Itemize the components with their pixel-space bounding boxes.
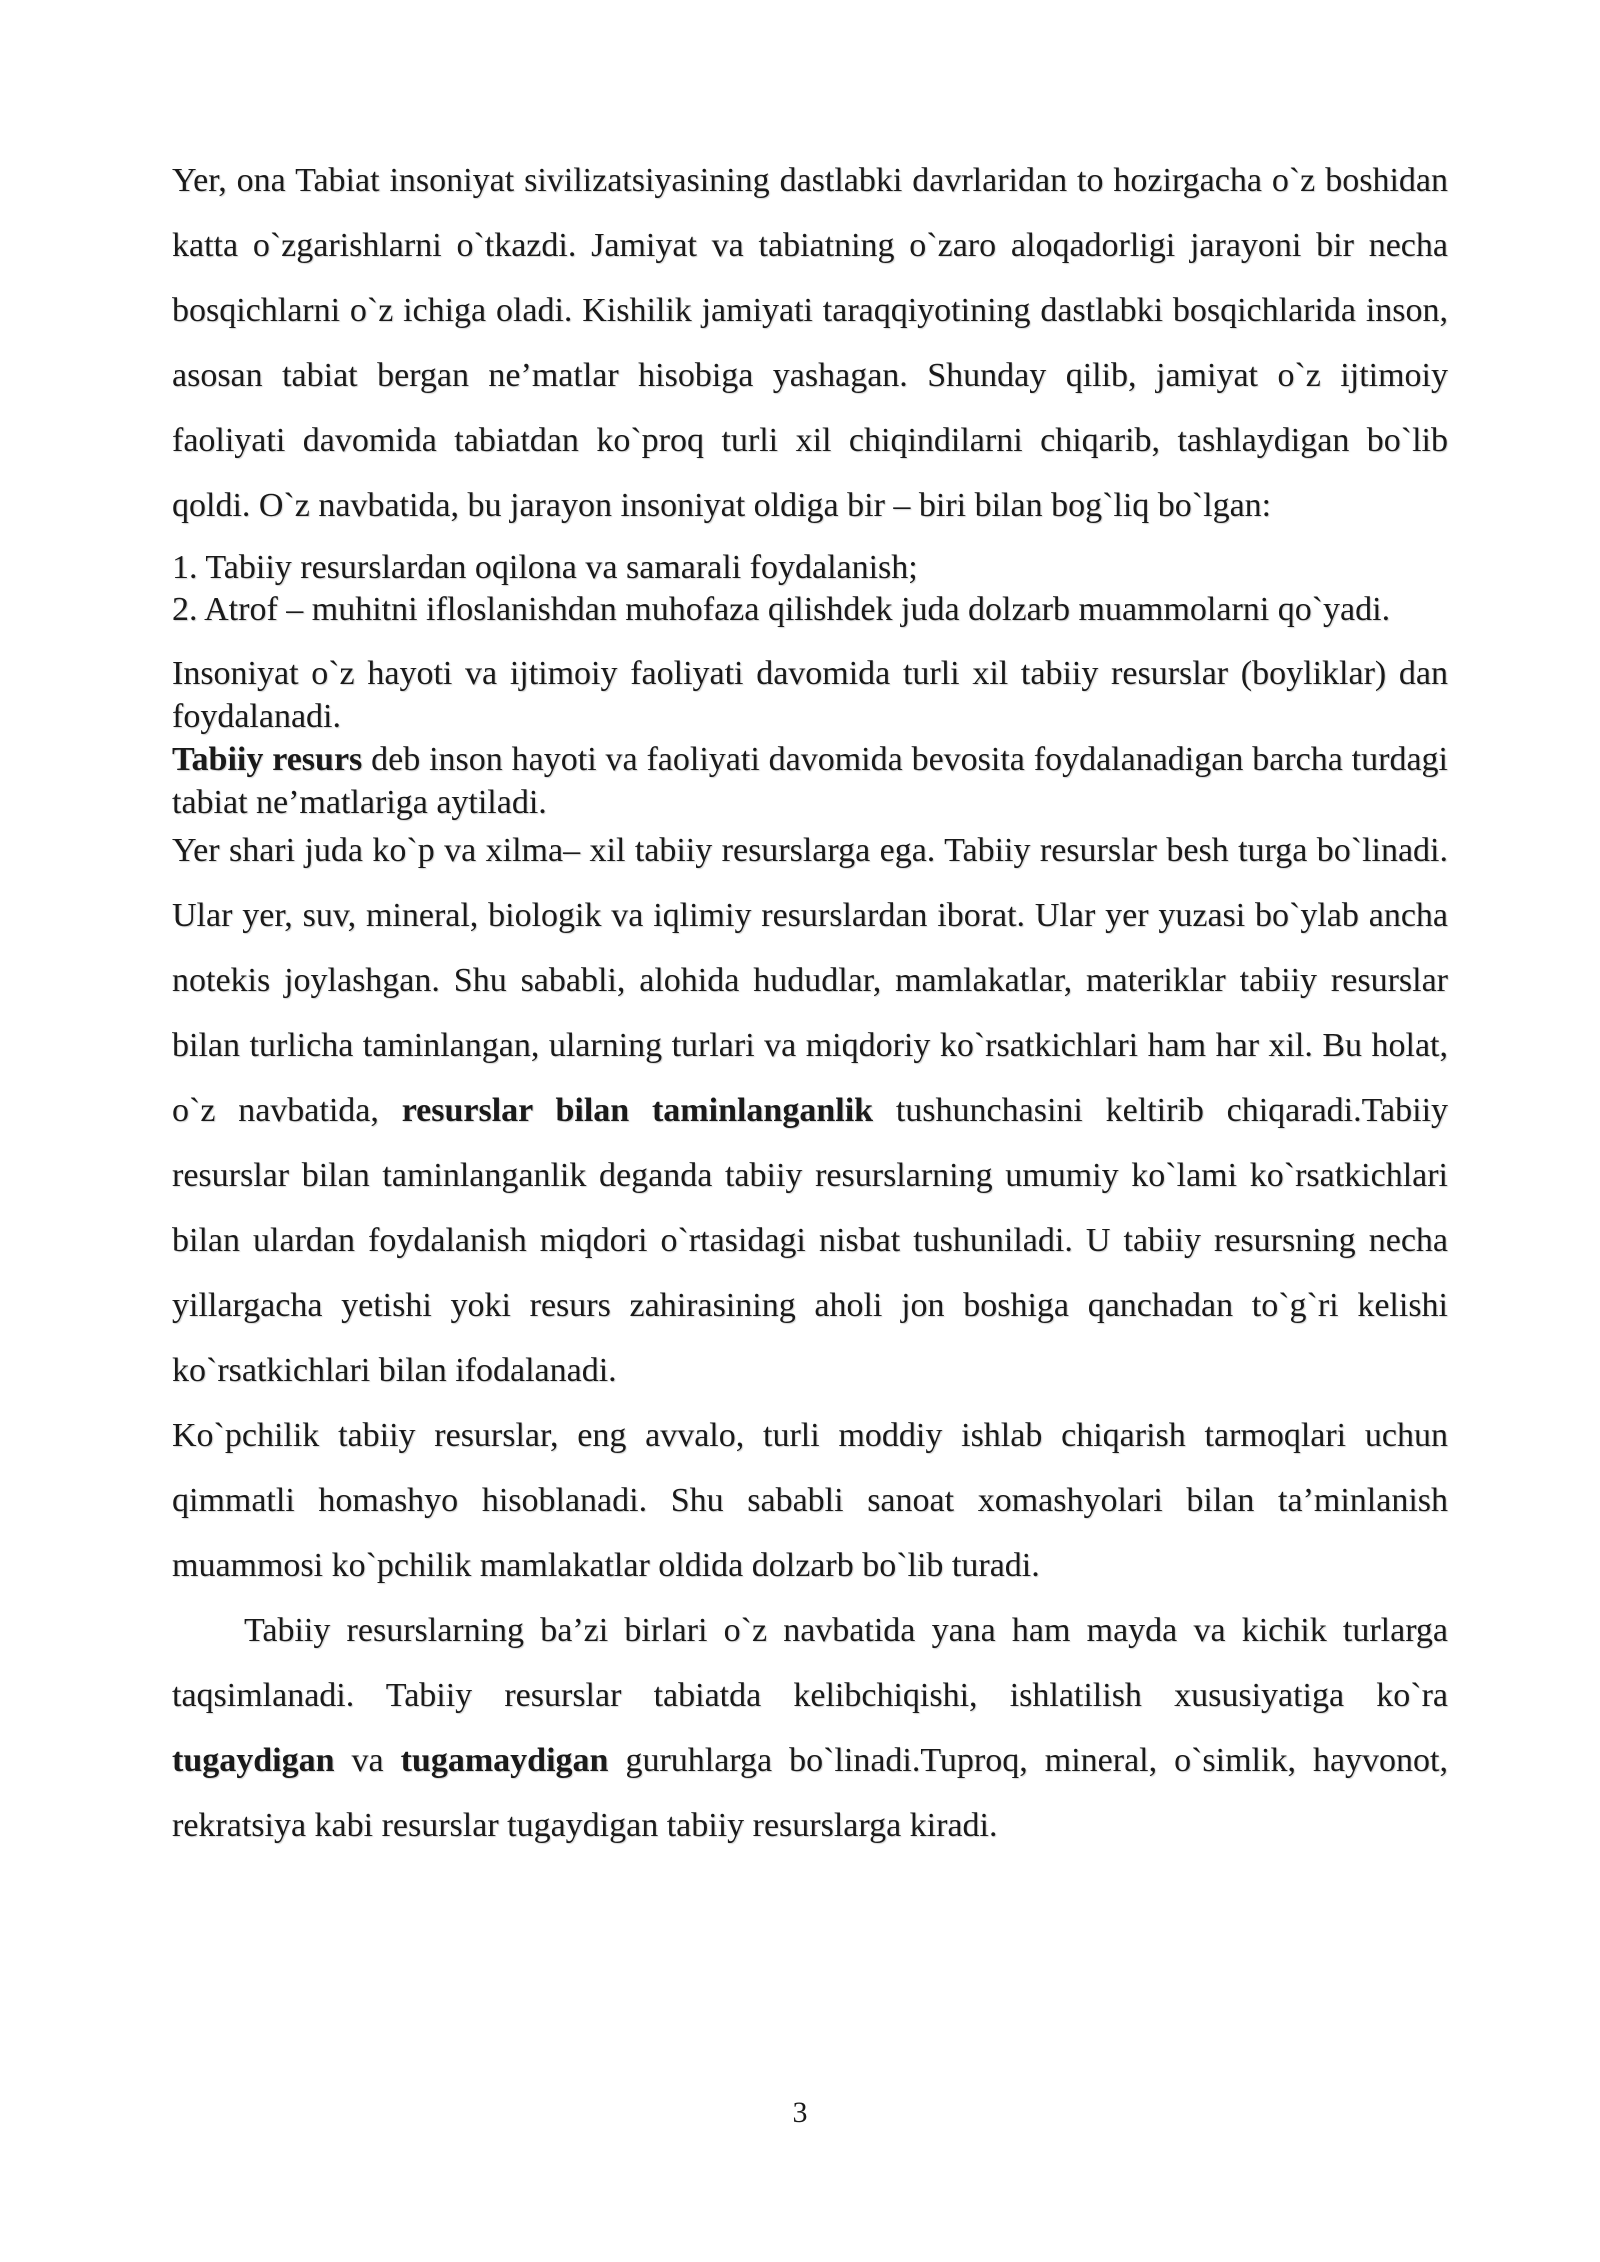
paragraph-resources-usage-text: Insoniyat o`z hayoti va ijtimoiy faoliyati davomida turli xil tabiiy resurslar (boyliklar) dan foydalanadi. — [172, 655, 1448, 735]
term-resource-supply: resurslar bilan taminlanganlik — [401, 1092, 874, 1129]
term-exhaustible: tugaydigan — [172, 1742, 335, 1779]
paragraph-intro-text: Yer, ona Tabiat insoniyat sivilizatsiyasining dastlabki davrlaridan to hozirgacha o`z boshidan katta o`zgarishlarni o`tkazdi. Jamiyat va tabiatning o`zaro aloqadorligi jarayoni bir necha bosqichlarni o`z ichiga oladi. Kishilik jamiyati taraqqiyotining dastlabki bosqichlarida inson, asosan tabiat bergan ne’matlar hisobiga yashagan. Shunday qilib, jamiyat o`z ijtimoiy faoliyati davomida tabiatdan ko`proq turli xil chiqindilarni chiqarib, tashlaydigan bo`lib qoldi. O`z navbatida, bu jarayon insoniyat oldiga bir – biri bilan bog`liq bo`lgan: — [172, 162, 1448, 524]
paragraph-classification — [172, 1598, 1448, 1858]
paragraph-classification-text-2: guruhlarga bo`linadi.Tuproq, mineral, o`simlik, hayvonot, rekratsiya kabi resurslar tugaydigan tabiiy resurslarga kiradi. — [172, 1742, 1448, 1844]
paragraph-classification-text-mid: va — [334, 1742, 401, 1779]
list-item-1-text: 1. Tabiiy resurslardan oqilona va samarali foydalanish; — [172, 549, 918, 586]
paragraph-resources-usage — [172, 652, 1448, 738]
paragraph-resource-types-text-1: Yer shari juda ko`p va xilma– xil tabiiy resurslarga ega. Tabiiy resurslar besh turga bo`linadi. Ular yer, suv, mineral, biologik va iqlimiy resurslardan iborat. Ular yer yuzasi bo`ylab ancha notekis joylashgan. Shu sababli, alohida hududlar, mamlakatlar, materiklar tabiiy resurslar bilan turlicha taminlangan, ularning turlari va miqdoriy ko`rsatkichlari ham har xil. Bu holat, o`z navbatida, — [172, 832, 1448, 1129]
paragraph-definition — [172, 738, 1448, 824]
list-item-2-text: 2. Atrof – muhitni ifloslanishdan muhofaza qilishdek juda dolzarb muammolarni qo`yadi. — [172, 591, 1391, 628]
paragraph-raw-materials — [172, 1403, 1448, 1598]
document-body — [172, 148, 1448, 1858]
paragraph-resource-types-text-2: tushunchasini keltirib chiqaradi.Tabiiy resurslar bilan taminlanganlik deganda tabiiy resurslarning umumiy ko`lami ko`rsatkichlari bilan ulardan foydalanish miqdori o`rtasidagi nisbat tushuniladi. U tabiiy resursning necha yillargacha yetishi yoki resurs zahirasining aholi jon boshiga qanchadan to`g`ri kelishi ko`rsatkichlari bilan ifodalanadi. — [172, 1092, 1449, 1389]
list-item-2 — [172, 577, 1448, 642]
page-number: 3 — [792, 2096, 808, 2129]
paragraph-definition-text: deb inson hayoti va faoliyati davomida bevosita foydalanadigan barcha turdagi tabiat ne’matlariga aytiladi. — [172, 741, 1448, 821]
paragraph-intro — [172, 148, 1448, 538]
paragraph-resource-types — [172, 818, 1448, 1403]
paragraph-classification-text-1: Tabiiy resurslarning ba’zi birlari o`z navbatida yana ham mayda va kichik turlarga taqsimlanadi. Tabiiy resurslar tabiatda kelibchiqishi, ishlatilish xususiyatiga ko`ra — [172, 1612, 1448, 1714]
term-natural-resource: Tabiiy resurs — [172, 741, 363, 778]
paragraph-raw-materials-text: Ko`pchilik tabiiy resurslar, eng avvalo, turli moddiy ishlab chiqarish tarmoqlari uchun qimmatli homashyo hisoblanadi. Shu sababli sanoat xomashyolari bilan ta’minlanish muammosi ko`pchilik mamlakatlar oldida dolzarb bo`lib turadi. — [172, 1417, 1448, 1584]
term-inexhaustible: tugamaydigan — [400, 1742, 609, 1779]
